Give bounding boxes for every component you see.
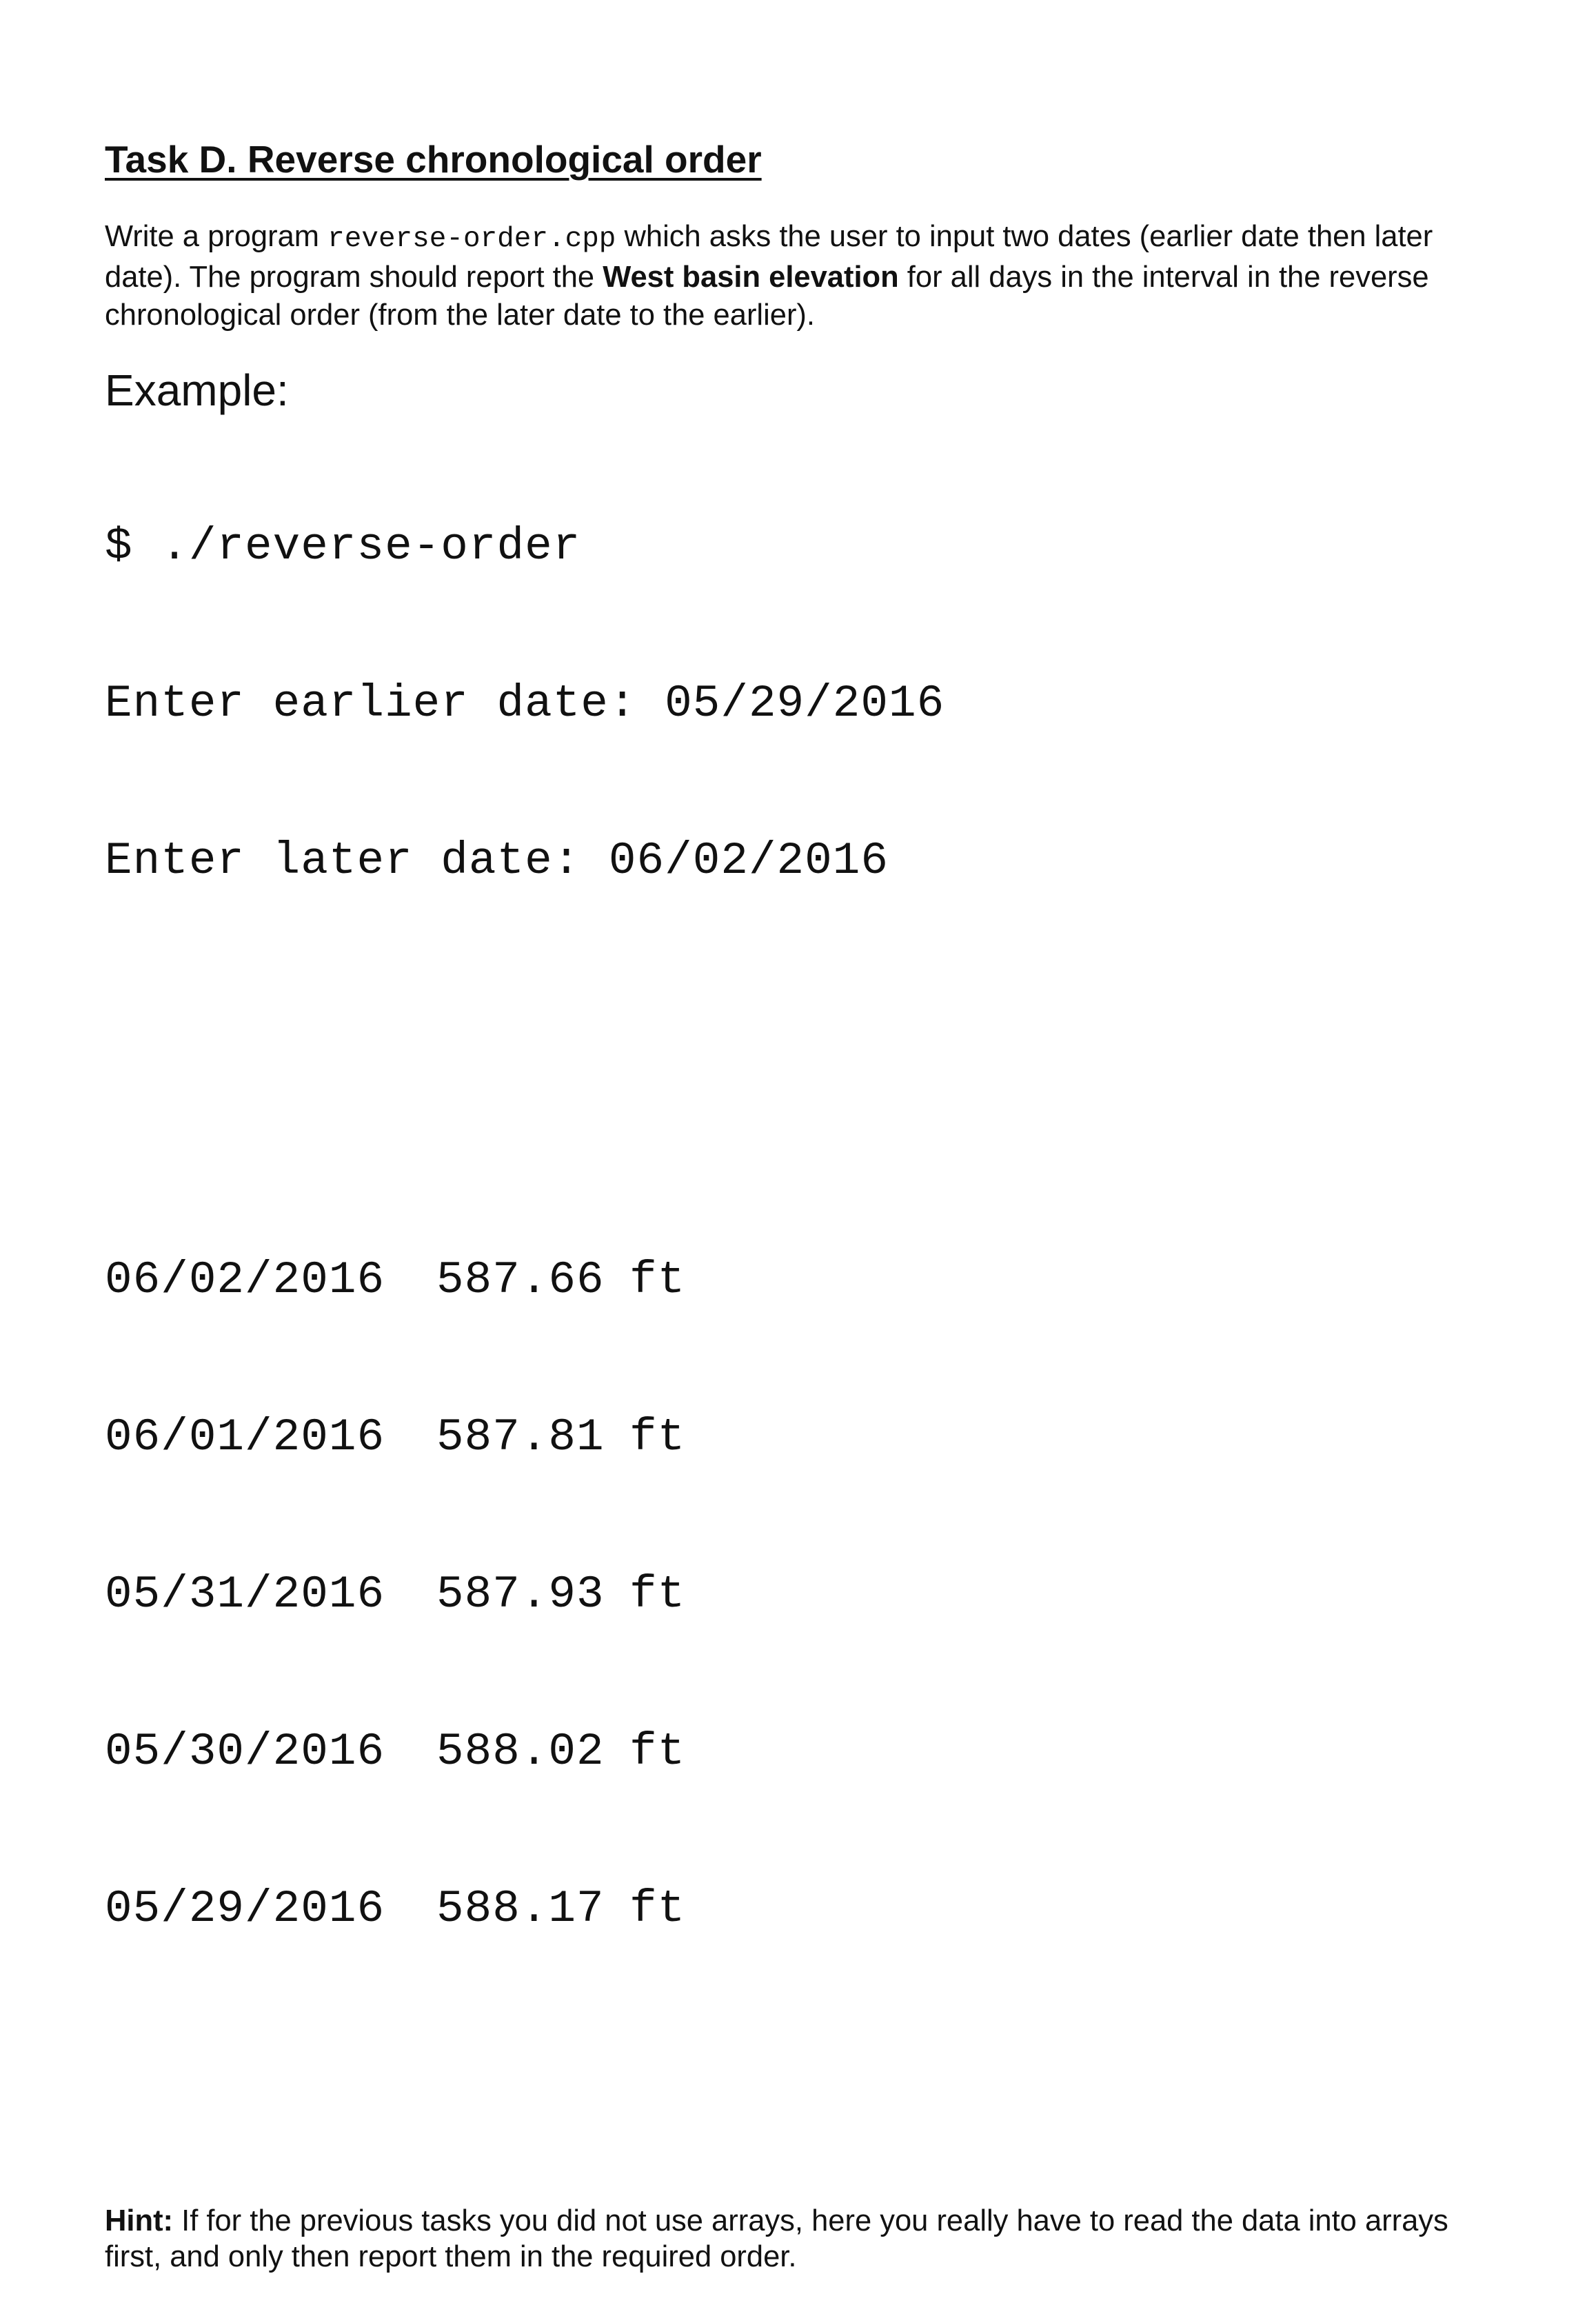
hint-paragraph [105,2203,1497,2275]
terminal-blank-line [105,992,1497,1045]
result-value: 587.66 [436,1254,605,1306]
description-bold-term: West basin elevation [603,261,899,294]
result-unit: ft [629,1411,686,1463]
result-unit: ft [629,1254,686,1306]
result-row [105,1883,1497,1935]
page-title: Task D. Reverse chronological order [105,138,762,181]
description-text-2: which asks the user to input two dates (earlier date then later date). The program should report the [105,220,1433,294]
terminal-prompt-later: Enter later date: 06/02/2016 [105,835,889,887]
result-row [105,1726,1497,1778]
result-value: 587.93 [436,1569,605,1620]
result-date: 05/31/2016 [105,1569,385,1620]
result-date: 06/01/2016 [105,1411,385,1463]
result-unit: ft [629,1883,686,1935]
result-value: 588.17 [436,1883,605,1935]
example-heading: Example: [105,365,289,415]
result-value: 587.81 [436,1411,605,1463]
task-description [105,218,1497,334]
result-date: 05/29/2016 [105,1883,385,1935]
terminal-command: $ ./reverse-order [105,521,581,572]
result-date: 06/02/2016 [105,1254,385,1306]
description-text-1: Write a program [105,220,328,253]
document-page [105,138,1497,2305]
terminal-results [105,1149,1497,2040]
terminal-prompt-earlier: Enter earlier date: 05/29/2016 [105,678,945,729]
result-date: 05/30/2016 [105,1726,385,1778]
result-unit: ft [629,1726,686,1778]
hint-text: If for the previous tasks you did not use arrays, here you really have to read the data into arrays first, and only then report them in the required order. [105,2204,1448,2273]
result-row [105,1569,1497,1621]
description-text-3: for all days in the interval in the reverse chronological order (from the later date to the earlier). [105,261,1429,332]
program-filename: reverse-order.cpp [327,223,616,255]
result-row [105,1411,1497,1464]
result-value: 588.02 [436,1726,605,1778]
example-terminal-output [105,416,1497,2145]
result-row [105,1254,1497,1307]
hint-label: Hint: [105,2204,174,2237]
result-unit: ft [629,1569,686,1620]
